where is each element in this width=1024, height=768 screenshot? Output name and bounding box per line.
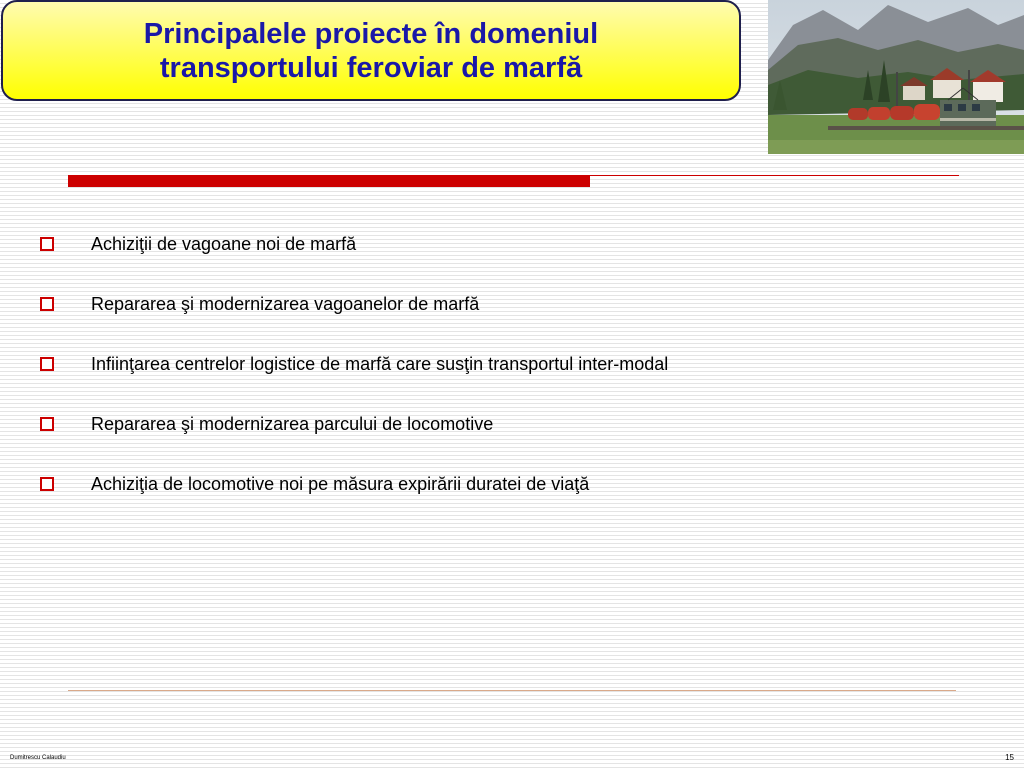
bullet-text: Infiinţarea centrelor logistice de marfă care susţin transportul inter-modal [91,353,669,374]
square-bullet-icon [40,357,54,371]
bullet-list [38,214,668,514]
list-item [38,394,668,454]
accent-bar [68,175,590,187]
freight-train-photo [768,0,1024,154]
square-bullet-icon [40,237,54,251]
list-item [38,214,668,274]
slide-title-line-1: Principalele proiecte în domeniul [143,17,599,50]
accent-line [590,175,959,176]
bullet-text: Repararea şi modernizarea vagoanelor de marfă [91,293,480,314]
slide-title [91,17,651,85]
list-item [38,334,668,394]
list-item [38,274,668,334]
bullet-text: Repararea şi modernizarea parcului de locomotive [91,413,494,434]
slide-title-box [1,0,741,101]
list-item [38,454,668,514]
bullet-text: Achiziţia de locomotive noi pe măsura expirării duratei de viaţă [91,473,590,494]
footer-author: Dumitrescu Calaudiu [10,755,66,761]
page-number: 15 [1005,753,1014,762]
square-bullet-icon [40,417,54,431]
bullet-text: Achiziţii de vagoane noi de marfă [91,233,357,254]
slide-title-line-2: transportului feroviar de marfă [159,51,583,84]
footer-divider [68,690,956,691]
square-bullet-icon [40,477,54,491]
square-bullet-icon [40,297,54,311]
